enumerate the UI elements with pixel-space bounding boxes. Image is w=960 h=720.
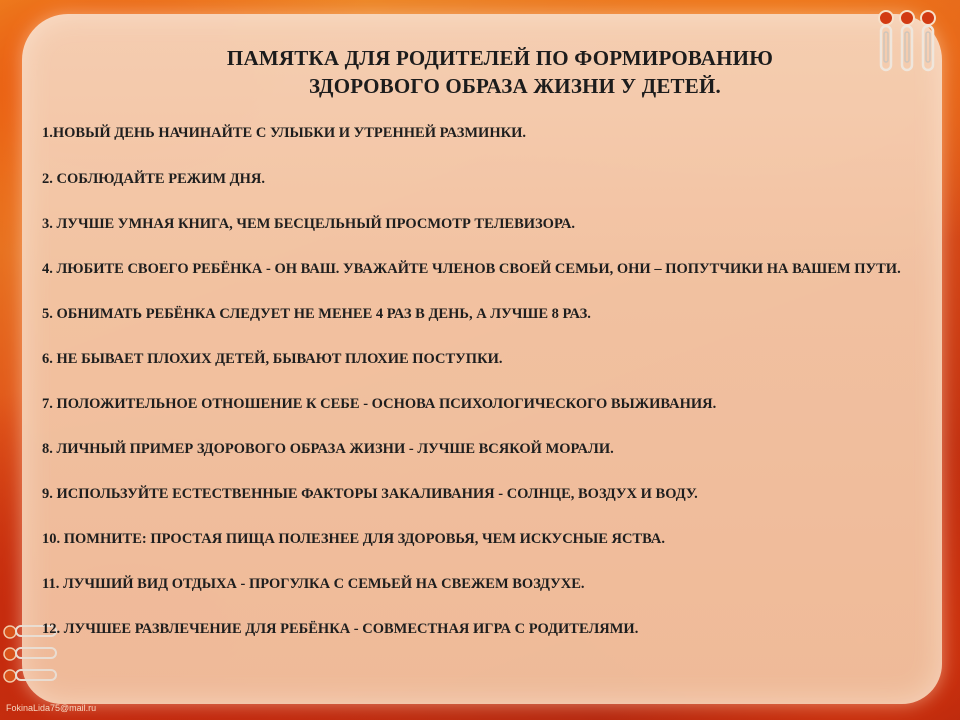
tip-item: 8. ЛИЧНЫЙ ПРИМЕР ЗДОРОВОГО ОБРАЗА ЖИЗНИ - ЛУЧШЕ ВСЯКОЙ МОРАЛИ. xyxy=(42,441,614,457)
paperclip-icon xyxy=(4,670,56,682)
paperclip-icon xyxy=(921,11,935,70)
paperclip-icon xyxy=(4,648,56,660)
tip-item: 2. СОБЛЮДАЙТЕ РЕЖИМ ДНЯ. xyxy=(42,171,266,187)
tip-item: 7. ПОЛОЖИТЕЛЬНОЕ ОТНОШЕНИЕ К СЕБЕ - ОСНОВА ПСИХОЛОГИЧЕСКОГО ВЫЖИВАНИЯ. xyxy=(42,396,717,412)
tip-item: 12. ЛУЧШЕЕ РАЗВЛЕЧЕНИЕ ДЛЯ РЕБЁНКА - СОВМЕСТНАЯ ИГРА С РОДИТЕЛЯМИ. xyxy=(42,621,639,637)
title-line-1: ПАМЯТКА ДЛЯ РОДИТЕЛЕЙ ПО ФОРМИРОВАНИЮ xyxy=(226,46,774,70)
paperclips-top-right xyxy=(872,6,942,76)
tip-item: 1.НОВЫЙ ДЕНЬ НАЧИНАЙТЕ С УЛЫБКИ И УТРЕННЕЙ РАЗМИНКИ. xyxy=(42,125,527,141)
tip-item: 11. ЛУЧШИЙ ВИД ОТДЫХА - ПРОГУЛКА С СЕМЬЕЙ НА СВЕЖЕМ ВОЗДУХЕ. xyxy=(42,576,585,592)
paperclip-icon xyxy=(900,11,914,70)
tip-item: 10. ПОМНИТЕ: ПРОСТАЯ ПИЩА ПОЛЕЗНЕЕ ДЛЯ ЗДОРОВЬЯ, ЧЕМ ИСКУСНЫЕ ЯСТВА. xyxy=(42,531,665,547)
tip-item: 5. ОБНИМАТЬ РЕБЁНКА СЛЕДУЕТ НЕ МЕНЕЕ 4 РАЗ В ДЕНЬ, А ЛУЧШЕ 8 РАЗ. xyxy=(42,306,591,322)
title-line-2: ЗДОРОВОГО ОБРАЗА ЖИЗНИ У ДЕТЕЙ. xyxy=(309,74,721,98)
tip-item: 6. НЕ БЫВАЕТ ПЛОХИХ ДЕТЕЙ, БЫВАЮТ ПЛОХИЕ ПОСТУПКИ. xyxy=(42,351,503,367)
author-email: FokinaLida75@mail.ru xyxy=(6,703,97,713)
tip-item: 9. ИСПОЛЬЗУЙТЕ ЕСТЕСТВЕННЫЕ ФАКТОРЫ ЗАКАЛИВАНИЯ - СОЛНЦЕ, ВОЗДУХ И ВОДУ. xyxy=(42,486,698,502)
tip-item: 3. ЛУЧШЕ УМНАЯ КНИГА, ЧЕМ БЕСЦЕЛЬНЫЙ ПРОСМОТР ТЕЛЕВИЗОРА. xyxy=(42,216,576,232)
paperclip-icon xyxy=(879,11,893,70)
page-title xyxy=(120,44,880,100)
tips-list xyxy=(42,122,932,640)
tip-item: 4. ЛЮБИТЕ СВОЕГО РЕБЁНКА - ОН ВАШ. УВАЖАЙТЕ ЧЛЕНОВ СВОЕЙ СЕМЬИ, ОНИ – ПОПУТЧИКИ НА ВАШЕМ ПУТИ. xyxy=(42,261,901,277)
